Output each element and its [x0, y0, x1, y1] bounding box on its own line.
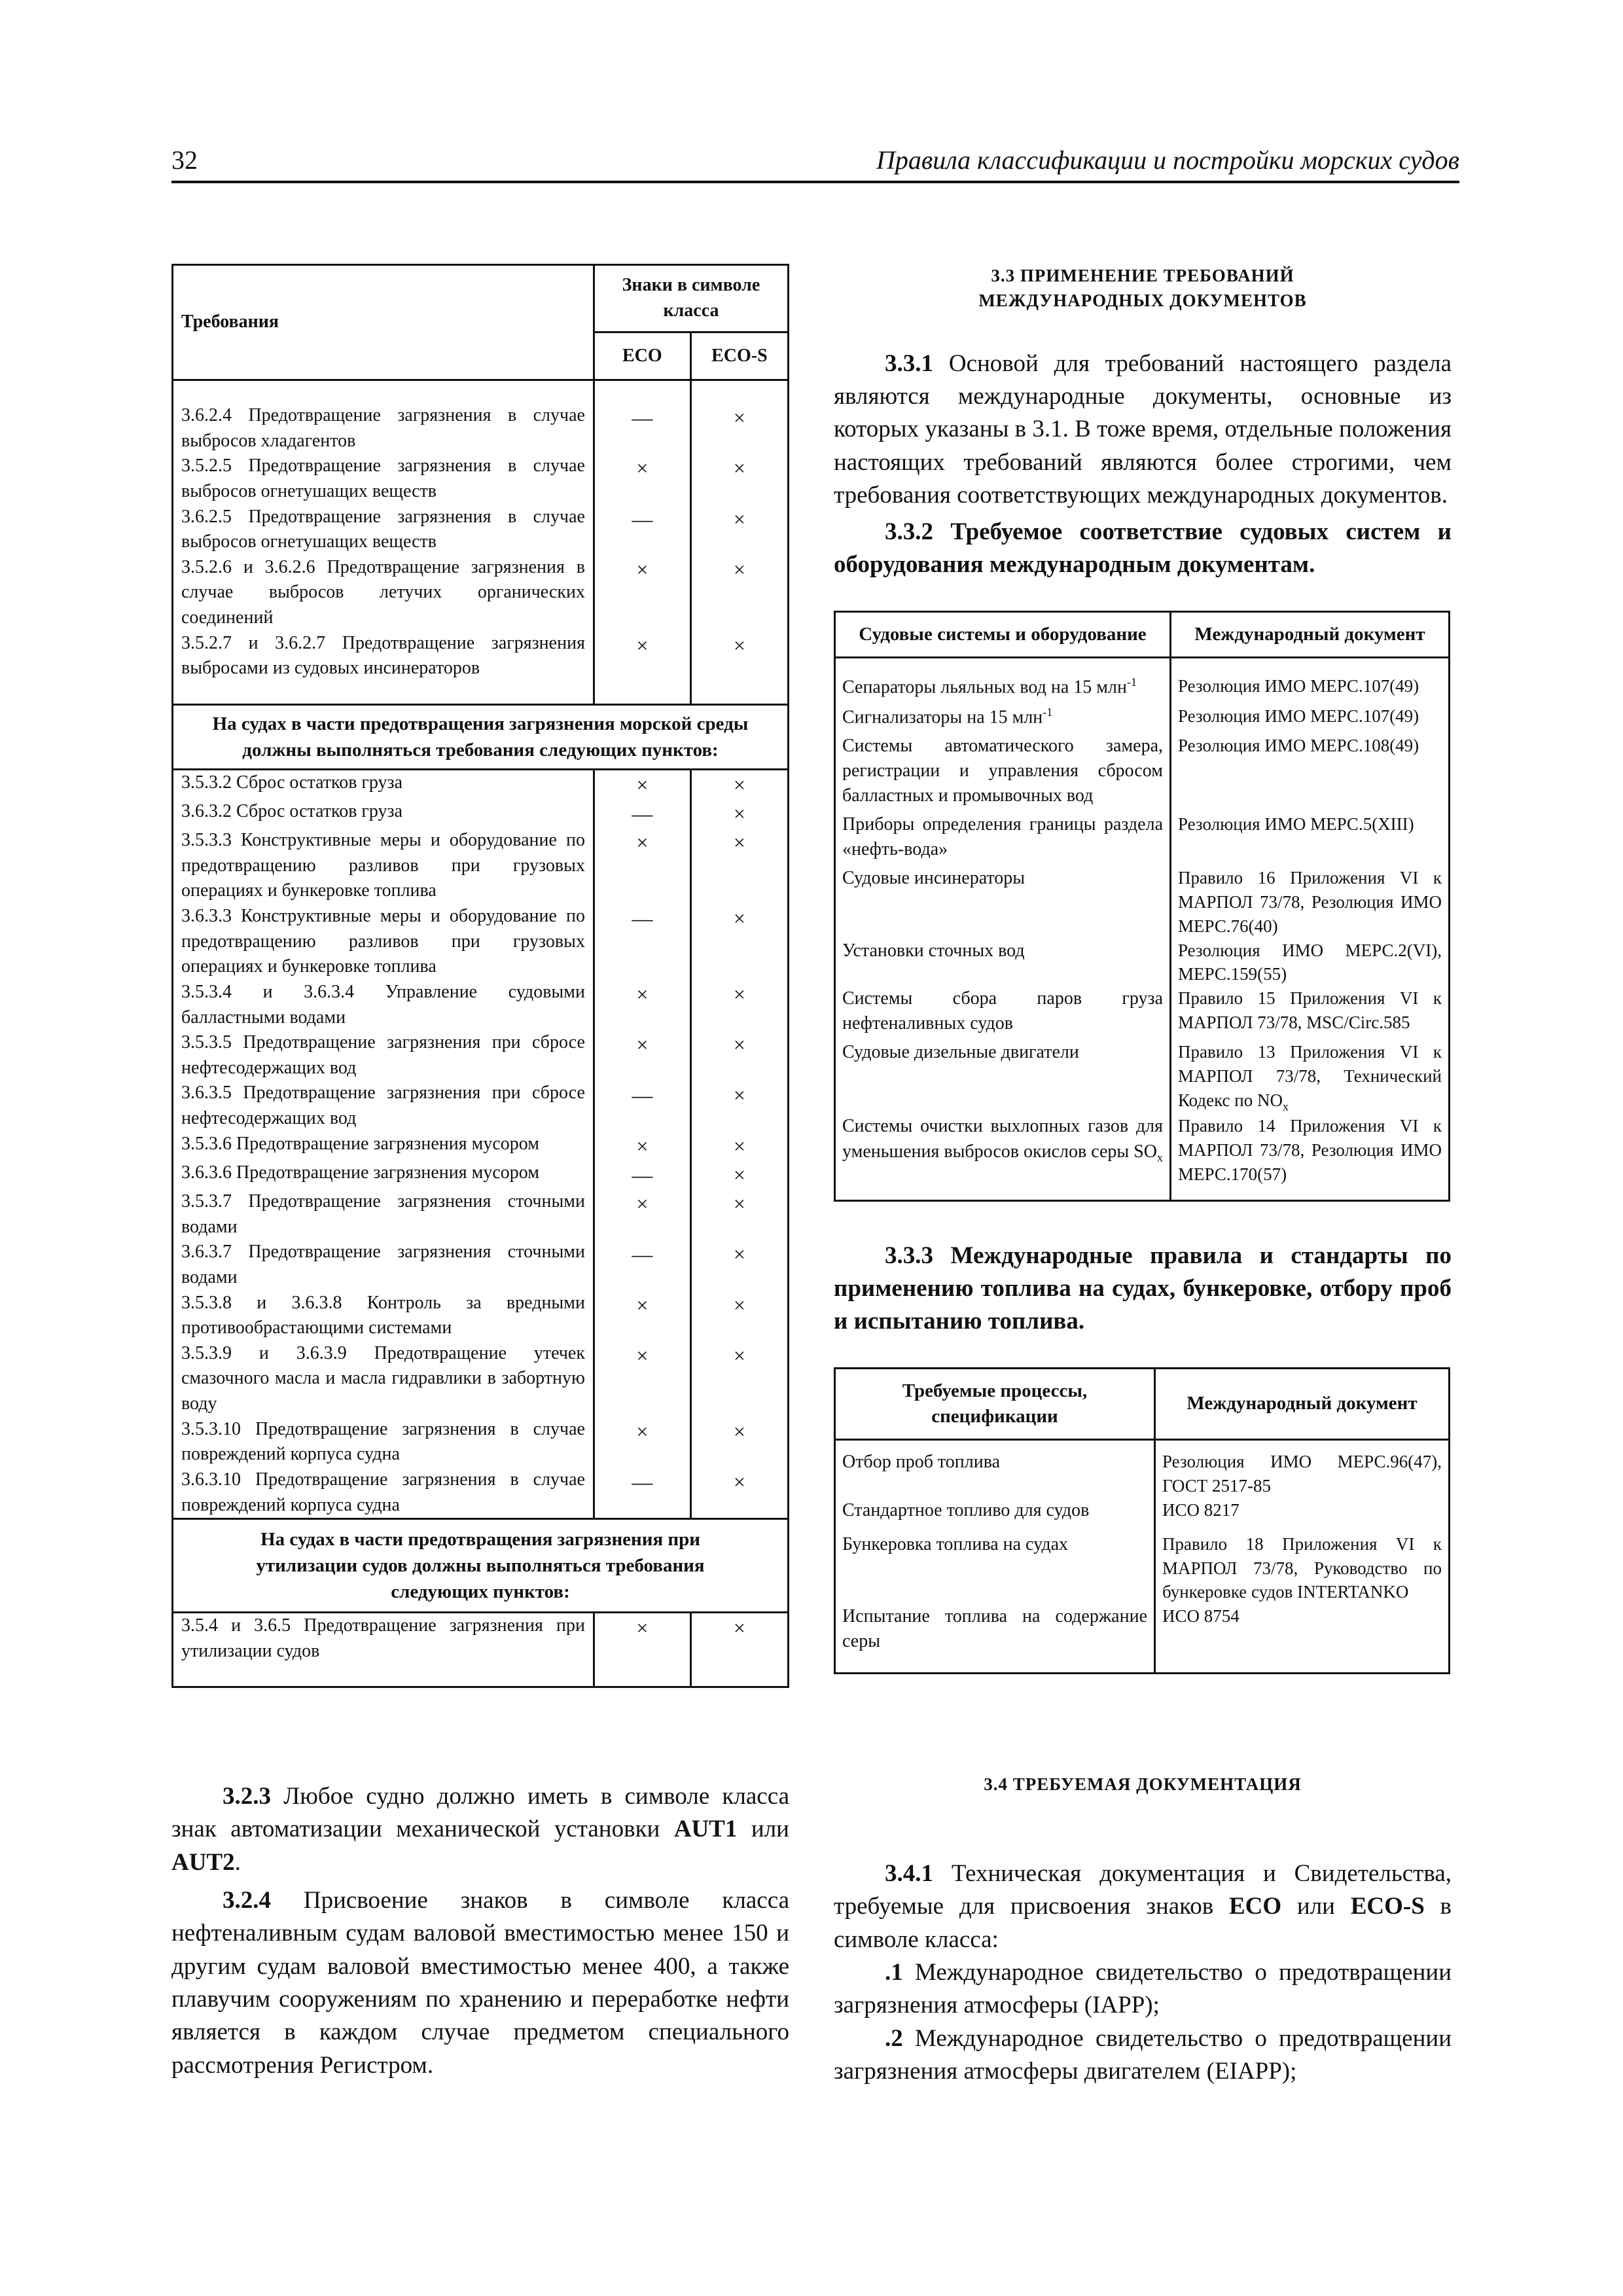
eco-s-mark: × — [690, 799, 788, 828]
requirement-text: 3.5.4 и 3.6.5 Предотвращение загрязнения при утилизации судов — [173, 1613, 594, 1664]
table-row — [173, 1189, 789, 1240]
eco-s-mark: × — [690, 631, 788, 681]
fuel-rows — [835, 1450, 1450, 1663]
eco-s-mark: × — [690, 454, 788, 504]
eco-s-mark: × — [690, 1291, 788, 1341]
requirement-text: 3.6.2.5 Предотвращение загрязнения в случае выбросов огнетушащих веществ — [173, 505, 594, 555]
row-item: Испытание топлива на содержание серы — [835, 1604, 1155, 1663]
systems-col2-header: Международный документ — [1171, 611, 1450, 657]
eco-s-mark: × — [690, 828, 788, 904]
table-row — [173, 1160, 789, 1189]
table1-rows-b — [173, 769, 789, 1518]
col-ecos-header: ECO-S — [690, 332, 788, 380]
list-item-2: .2 Международное свидетельство о предотвращении загрязнения атмосферы двигателем (EIAPP); — [834, 2024, 1452, 2085]
table-row — [173, 1341, 789, 1417]
table-row — [835, 866, 1450, 938]
row-item: Системы очистки выхлопных газов для уменьшения выбросов окислов серы $SO_x$ — [835, 1114, 1171, 1186]
fuel-table — [834, 1367, 1450, 1675]
requirement-text: 3.5.3.7 Предотвращение загрязнения сточными водами — [173, 1189, 594, 1240]
row-document: Резолюция ИМО МЕРС.2(VI), МЕРС.159(55) — [1171, 939, 1450, 986]
table-row — [173, 555, 789, 631]
eco-s-mark: × — [690, 904, 788, 980]
running-title: Правила классификации и постройки морских судов — [876, 145, 1459, 175]
table-row — [835, 812, 1450, 866]
table-row — [835, 704, 1450, 734]
eco-mark: × — [594, 555, 690, 631]
paragraph-3-2-4: 3.2.4 Присвоение знаков в символе класса нефтеналивным судам валовой вместимостью менее 150 и другим судам валовой вместимостью менее 400, а также плавучим сооружениям по хранению и переработке нефти является в каждом случае предметом специального рассмотрения Регистром. — [171, 1886, 789, 2079]
table-row — [173, 904, 789, 980]
table1-rows-c — [173, 1613, 789, 1664]
eco-s-mark: × — [690, 555, 788, 631]
row-item: Стандартное топливо для судов — [835, 1498, 1155, 1532]
eco-mark: × — [594, 1189, 690, 1240]
row-document: Резолюция ИМО МЕРС.107(49) — [1171, 674, 1450, 704]
requirement-text: 3.5.3.4 и 3.6.3.4 Управление судовыми балластными водами — [173, 980, 594, 1030]
row-document: Правило 14 Приложения VI к МАРПОЛ 73/78, Резолюция ИМО МЕРС.170(57) — [1171, 1114, 1450, 1186]
requirement-text: 3.6.3.2 Сброс остатков груза — [173, 799, 594, 828]
requirement-text: 3.5.3.8 и 3.6.3.8 Контроль за вредными противообрастающими системами — [173, 1291, 594, 1341]
requirement-text: 3.5.3.5 Предотвращение загрязнения при сбросе нефтесодержащих вод — [173, 1030, 594, 1081]
requirement-text: 3.6.3.6 Предотвращение загрязнения мусором — [173, 1160, 594, 1189]
eco-mark: — — [594, 1081, 690, 1131]
table-row — [173, 799, 789, 828]
eco-mark: × — [594, 1613, 690, 1664]
requirement-text: 3.6.3.3 Конструктивные меры и оборудование по предотвращению разливов при грузовых операциях и бункеровке топлива — [173, 904, 594, 980]
table-row — [173, 828, 789, 904]
requirement-text: 3.6.3.5 Предотвращение загрязнения при сбросе нефтесодержащих вод — [173, 1081, 594, 1131]
requirement-text: 3.6.3.10 Предотвращение загрязнения в случае повреждений корпуса судна — [173, 1467, 594, 1519]
eco-mark: × — [594, 769, 690, 799]
row-document: Резолюция ИМО МЕРС.108(49) — [1171, 734, 1450, 812]
requirement-text: 3.5.2.6 и 3.6.2.6 Предотвращение загрязнения в случае выбросов летучих органических соединений — [173, 555, 594, 631]
requirement-text: 3.5.2.5 Предотвращение загрязнения в случае выбросов огнетушащих веществ — [173, 454, 594, 504]
eco-s-mark: × — [690, 1341, 788, 1417]
eco-s-mark: × — [690, 505, 788, 555]
eco-mark: × — [594, 1132, 690, 1160]
table-row — [173, 980, 789, 1030]
row-document: Резолюция ИМО МЕРС.96(47), ГОСТ 2517-85 — [1155, 1450, 1450, 1498]
eco-s-mark: × — [690, 980, 788, 1030]
table-row — [173, 505, 789, 555]
row-document: Правило 15 Приложения VI к МАРПОЛ 73/78, MSC/Circ.585 — [1171, 986, 1450, 1040]
list-item-1: .1 Международное свидетельство о предотвращении загрязнения атмосферы (IAPP); — [834, 1959, 1452, 2019]
right-column — [834, 264, 1452, 2088]
eco-mark: — — [594, 1160, 690, 1189]
systems-col1-header: Судовые системы и оборудование — [835, 611, 1171, 657]
table-row — [173, 1081, 789, 1131]
systems-rows — [835, 674, 1450, 1186]
row-document: Резолюция ИМО МЕРС.107(49) — [1171, 704, 1450, 734]
eco-mark: × — [594, 1417, 690, 1467]
table-row — [835, 1498, 1450, 1532]
paragraph-3-3-1: 3.3.1 Основой для требований настоящего раздела являются международные документы, основные из которых указаны в 3.1. В тоже время, отдельные положения настоящих требований являются более строгими, чем требования соответствующих международных документов. — [834, 350, 1452, 509]
requirement-text: 3.5.3.9 и 3.6.3.9 Предотвращение утечек смазочного масла и масла гидравлики в забортную воду — [173, 1341, 594, 1417]
row-document: Правило 13 Приложения VI к МАРПОЛ 73/78, Технический Кодекс по $NO_x$ — [1171, 1040, 1450, 1114]
requirements-table — [171, 264, 789, 1688]
table-row — [835, 986, 1450, 1040]
eco-s-mark: × — [690, 1240, 788, 1290]
eco-mark: — — [594, 403, 690, 454]
page-number: 32 — [171, 145, 198, 175]
table-row — [835, 939, 1450, 986]
eco-s-mark: × — [690, 769, 788, 799]
table-row — [173, 1467, 789, 1519]
row-item: Судовые инсинераторы — [835, 866, 1171, 938]
paragraph-3-3-3: 3.3.3 Международные правила и стандарты по применению топлива на судах, бункеровке, отбору проб и испытанию топлива. — [834, 1242, 1452, 1335]
col-eco-header: ECO — [594, 332, 690, 380]
row-document: ИСО 8754 — [1155, 1604, 1450, 1663]
table-row — [173, 454, 789, 504]
paragraph-3-3-2: 3.3.2 Требуемое соответствие судовых систем и оборудования международным документам. — [834, 518, 1452, 579]
eco-mark: × — [594, 631, 690, 681]
row-document: Правило 16 Приложения VI к МАРПОЛ 73/78, Резолюция ИМО МЕРС.76(40) — [1171, 866, 1450, 938]
section-3-4-title: 3.4 ТРЕБУЕМАЯ ДОКУМЕНТАЦИЯ — [984, 1774, 1302, 1795]
row-document: ИСО 8217 — [1155, 1498, 1450, 1532]
running-header — [171, 140, 1459, 183]
requirement-text: 3.5.2.7 и 3.6.2.7 Предотвращение загрязнения выбросами из судовых инсинераторов — [173, 631, 594, 681]
table-row — [835, 1604, 1450, 1663]
left-text-block — [171, 1780, 789, 2082]
eco-mark: — — [594, 799, 690, 828]
eco-mark: — — [594, 1467, 690, 1519]
eco-mark: × — [594, 980, 690, 1030]
row-document: Правило 18 Приложения VI к МАРПОЛ 73/78, Руководство по бункеровке судов INTERTANKO — [1155, 1532, 1450, 1604]
table-row — [173, 769, 789, 799]
requirement-text: 3.5.3.6 Предотвращение загрязнения мусором — [173, 1132, 594, 1160]
table-row — [173, 1132, 789, 1160]
table-row — [173, 1240, 789, 1290]
eco-mark: — — [594, 904, 690, 980]
eco-s-mark: × — [690, 1189, 788, 1240]
section-3-3-title: 3.3 ПРИМЕНЕНИЕ ТРЕБОВАНИЙ МЕЖДУНАРОДНЫХ ДОКУМЕНТОВ — [978, 266, 1307, 310]
paragraph-3-2-3: 3.2.3 Любое судно должно иметь в символе класса знак автоматизации механической установки AUT1 или AUT2. — [171, 1783, 789, 1876]
requirement-text: 3.6.2.4 Предотвращение загрязнения в случае выбросов хладагентов — [173, 403, 594, 454]
eco-s-mark: × — [690, 403, 788, 454]
table-row — [173, 1613, 789, 1664]
table-row — [835, 674, 1450, 704]
paragraph-3-4-1: 3.4.1 Техническая документация и Свидетельства, требуемые для присвоения знаков ECO или ECO-S в символе класса: — [834, 1860, 1452, 1953]
table-row — [835, 734, 1450, 812]
row-item: Отбор проб топлива — [835, 1450, 1155, 1498]
eco-s-mark: × — [690, 1030, 788, 1081]
table-row — [835, 1114, 1450, 1186]
eco-s-mark: × — [690, 1132, 788, 1160]
table-row — [835, 1532, 1450, 1604]
systems-table — [834, 611, 1450, 1202]
row-item: Сигнализаторы на 15 млн$^{-1}$ — [835, 704, 1171, 734]
eco-mark: — — [594, 505, 690, 555]
table1-rows-a — [173, 403, 789, 681]
fuel-col2-header: Международный документ — [1155, 1368, 1450, 1440]
group-marine-env: На судах в части предотвращения загрязнения морской среды должны выполняться требования следующих пунктов: — [173, 704, 789, 769]
row-item: Сепараторы льяльных вод на 15 млн$^{-1}$ — [835, 674, 1171, 704]
table-row — [835, 1450, 1450, 1498]
eco-s-mark: × — [690, 1417, 788, 1467]
fuel-col1-header: Требуемые процессы, спецификации — [835, 1368, 1155, 1440]
requirement-text: 3.5.3.10 Предотвращение загрязнения в случае повреждений корпуса судна — [173, 1417, 594, 1467]
col-requirements-header: Требования — [173, 265, 594, 380]
requirement-text: 3.5.3.2 Сброс остатков груза — [173, 769, 594, 799]
requirement-text: 3.5.3.3 Конструктивные меры и оборудование по предотвращению разливов при грузовых операциях и бункеровке топлива — [173, 828, 594, 904]
table-row — [173, 1030, 789, 1081]
requirement-text: 3.6.3.7 Предотвращение загрязнения сточными водами — [173, 1240, 594, 1290]
eco-s-mark: × — [690, 1081, 788, 1131]
eco-s-mark: × — [690, 1467, 788, 1519]
table-row — [173, 631, 789, 681]
eco-s-mark: × — [690, 1613, 788, 1664]
eco-mark: × — [594, 1291, 690, 1341]
eco-s-mark: × — [690, 1160, 788, 1189]
eco-mark: × — [594, 1030, 690, 1081]
group-recycling: На судах в части предотвращения загрязнения при утилизации судов должны выполняться требования следующих пунктов: — [173, 1519, 789, 1613]
col-signs-header: Знаки в символе класса — [594, 265, 788, 332]
table-row — [173, 403, 789, 454]
row-item: Судовые дизельные двигатели — [835, 1040, 1171, 1114]
eco-mark: × — [594, 1341, 690, 1417]
row-item: Системы автоматического замера, регистрации и управления сбросом балластных и промывочных вод — [835, 734, 1171, 812]
row-item: Установки сточных вод — [835, 939, 1171, 986]
eco-mark: × — [594, 454, 690, 504]
eco-mark: × — [594, 828, 690, 904]
table-row — [173, 1291, 789, 1341]
row-item: Системы сбора паров груза нефтеналивных судов — [835, 986, 1171, 1040]
table-row — [173, 1417, 789, 1467]
table-row — [835, 1040, 1450, 1114]
row-item: Бункеровка топлива на судах — [835, 1532, 1155, 1604]
row-item: Приборы определения границы раздела «нефть-вода» — [835, 812, 1171, 866]
eco-mark: — — [594, 1240, 690, 1290]
row-document: Резолюция ИМО МЕРС.5(XIII) — [1171, 812, 1450, 866]
